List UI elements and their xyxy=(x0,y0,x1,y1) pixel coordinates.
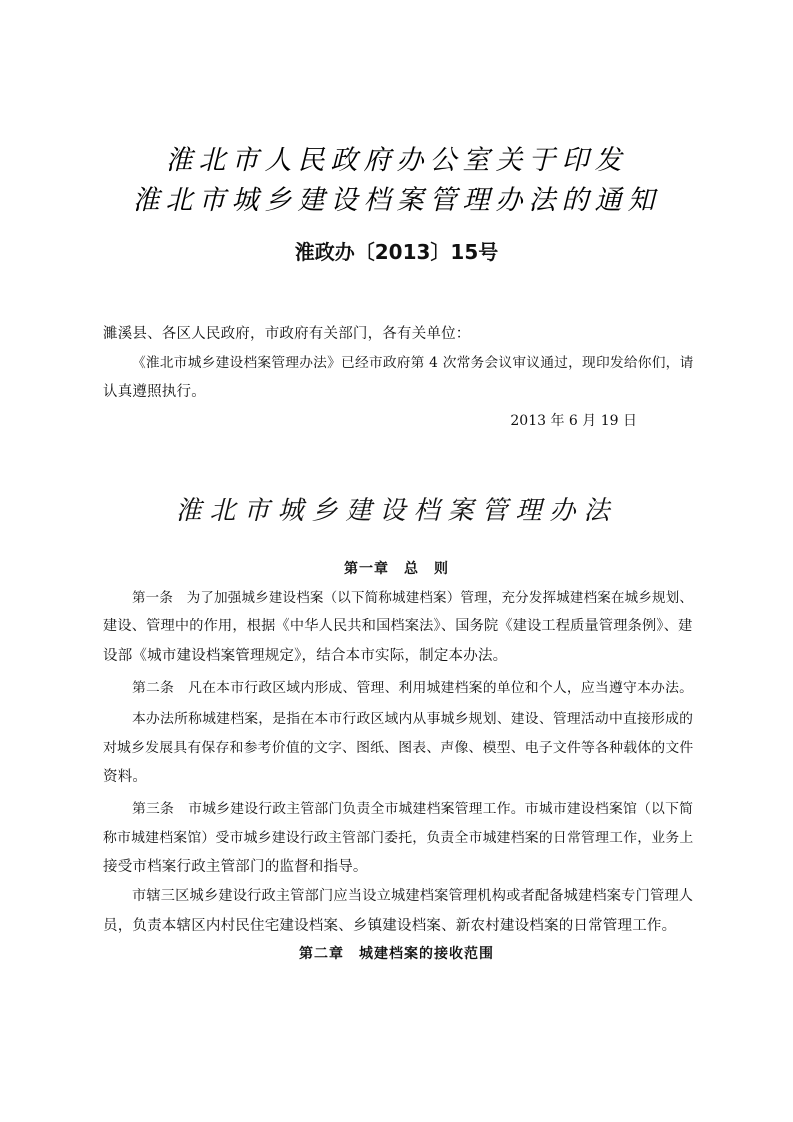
article-1-line2: 建设、管理中的作用，根据《中华人民共和国档案法》、国务院《建设工程质量管理条例》、建 xyxy=(103,618,693,634)
notice-title-line1: 淮北市人民政府办公室关于印发 xyxy=(165,145,628,176)
issue-date: 2013 年 6 月 19 日 xyxy=(510,413,637,429)
notice-body-line2: 认真遵照执行。 xyxy=(103,384,206,400)
article-1-line3: 设部《城市建设档案管理规定》，结合本市实际，制定本办法。 xyxy=(103,648,508,664)
article-2-line1: 第二条 凡在本市行政区域内形成、管理、利用城建档案的单位和个人，应当遵守本办法。 xyxy=(132,680,694,696)
chapter-2-heading: 第二章 城建档案的接收范围 xyxy=(299,946,494,962)
article-1-line1: 第一条 为了加强城乡建设档案（以下简称城建档案）管理，充分发挥城建档案在城乡规划、 xyxy=(132,590,694,606)
article-3-line1: 第三条 市城乡建设行政主管部门负责全市城建档案管理工作。市城市建设档案馆（以下简 xyxy=(132,801,694,817)
notice-title-line2: 淮北市城乡建设档案管理办法的通知 xyxy=(132,185,661,216)
article-3-para2-line2: 员，负责本辖区内村民住宅建设档案、乡镇建设档案、新农村建设档案的日常管理工作。 xyxy=(103,918,677,934)
article-2-para2-line2: 对城乡发展具有保存和参考价值的文字、图纸、图表、声像、模型、电子文件等各种载体的文件 xyxy=(103,740,694,756)
article-2-para2-line3: 资料。 xyxy=(103,769,148,785)
article-3-line2: 称市城建档案馆）受市城乡建设行政主管部门委托，负责全市城建档案的日常管理工作，业务上 xyxy=(103,830,694,846)
article-3-para2-line1: 市辖三区城乡建设行政主管部门应当设立城建档案管理机构或者配备城建档案专门管理人 xyxy=(132,888,694,904)
law-title: 淮北市城乡建设档案管理办法 xyxy=(175,496,618,526)
addressee: 濉溪县、各区人民政府，市政府有关部门，各有关单位： xyxy=(103,326,471,342)
notice-body-line1: 《淮北市城乡建设档案管理办法》已经市政府第 4 次常务会议审议通过，现印发给你们，请 xyxy=(132,355,694,371)
chapter-1-heading: 第一章 总 则 xyxy=(344,561,449,577)
article-2-para2-line1: 本办法所称城建档案，是指在本市行政区域内从事城乡规划、建设、管理活动中直接形成的 xyxy=(132,711,694,727)
article-3-line3: 接受市档案行政主管部门的监督和指导。 xyxy=(103,859,368,875)
document-number: 淮政办〔2013〕15号 xyxy=(294,240,499,264)
